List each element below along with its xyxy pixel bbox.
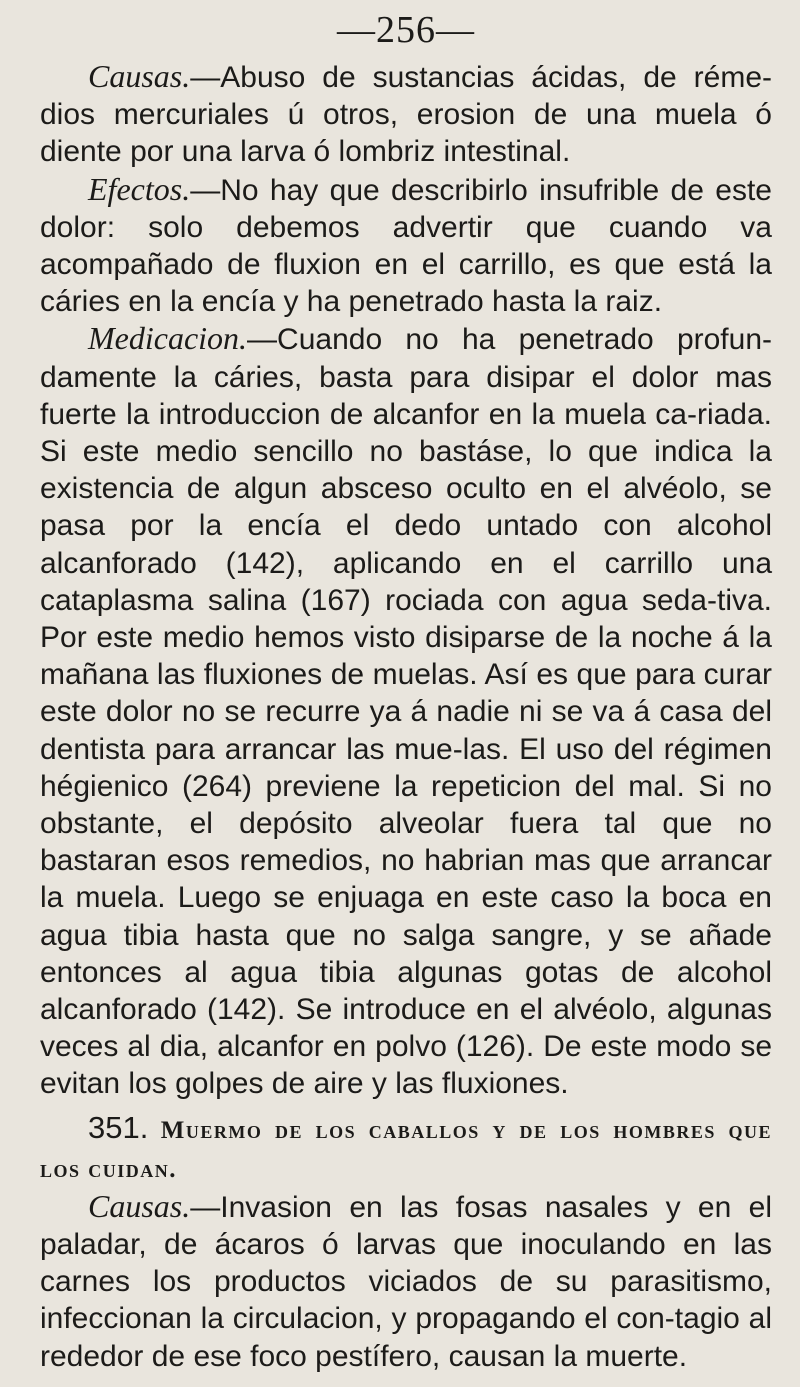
section-number: 351. (88, 1109, 149, 1145)
section-heading (40, 1109, 772, 1188)
section-title: Muermo de los caballos y de los hombres que los cuidan. (40, 1116, 772, 1183)
paragraph-medicacion (40, 320, 772, 1102)
page-number: —256— (337, 9, 475, 51)
paragraph-text: —Abuso de sustancias ácidas, de réme-dios mercuriales ú otros, erosion de una muela ó diente por una larva ó lombriz intestinal. (40, 61, 772, 169)
paragraph-efectos (40, 171, 772, 321)
paragraph-label: Causas. (88, 58, 191, 94)
paragraph-label: Medicacion. (88, 320, 248, 357)
page-body (40, 58, 772, 1375)
paragraph-causas (40, 58, 772, 171)
paragraph-label: Efectos. (88, 170, 191, 207)
paragraph-label: Causas. (88, 1187, 191, 1224)
paragraph-text: —Invasion en las fosas nasales y en el paladar, de ácaros ó larvas que inoculando en las carnes los productos viciados de su parasitismo, infeccionan la circulacion, y propagando el con-tagio al rededor de ese foco pestífero, causan la muerte. (40, 1190, 772, 1373)
paragraph-text: —Cuando no ha penetrado profun-damente la cáries, basta para disipar el dolor mas fuerte la introduccion de alcanfor en la muela ca-riada. Si este medio sencillo no bastáse, lo que indica la existencia de algun absceso oculto en el alvéolo, se pasa por la encía el dedo untado con alcohol alcanforado (142), aplicando en el carrillo una cataplasma salina (167) rociada con agua seda-tiva. Por este medio hemos visto disiparse de la noche á la mañana las fluxiones de muelas. Así es que para curar este dolor no se recurre ya á nadie ni se va á casa del dentista para arrancar las mue-las. El uso del régimen hégienico (264) previene la repeticion del mal. Si no obstante, el depósito alveolar fuera tal que no bastaran esos remedios, no habrian mas que arrancar la muela. Luego se enjuaga en este caso la boca en agua tibia hasta que no salga sangre, y se añade entonces al agua tibia algunas gotas de alcohol alcanforado (142). Se introduce en el alvéolo, algunas veces al dia, alcanfor en polvo (126). De este modo se evitan los golpes de aire y las fluxiones. (40, 323, 772, 1101)
paragraph-causas-muermo (40, 1188, 772, 1375)
paragraph-text: —No hay que describirlo insufrible de este dolor: solo debemos advertir que cuando va acompañado de fluxion en el carrillo, es que está la cáries en la encía y ha penetrado hasta la raiz. (40, 173, 772, 319)
